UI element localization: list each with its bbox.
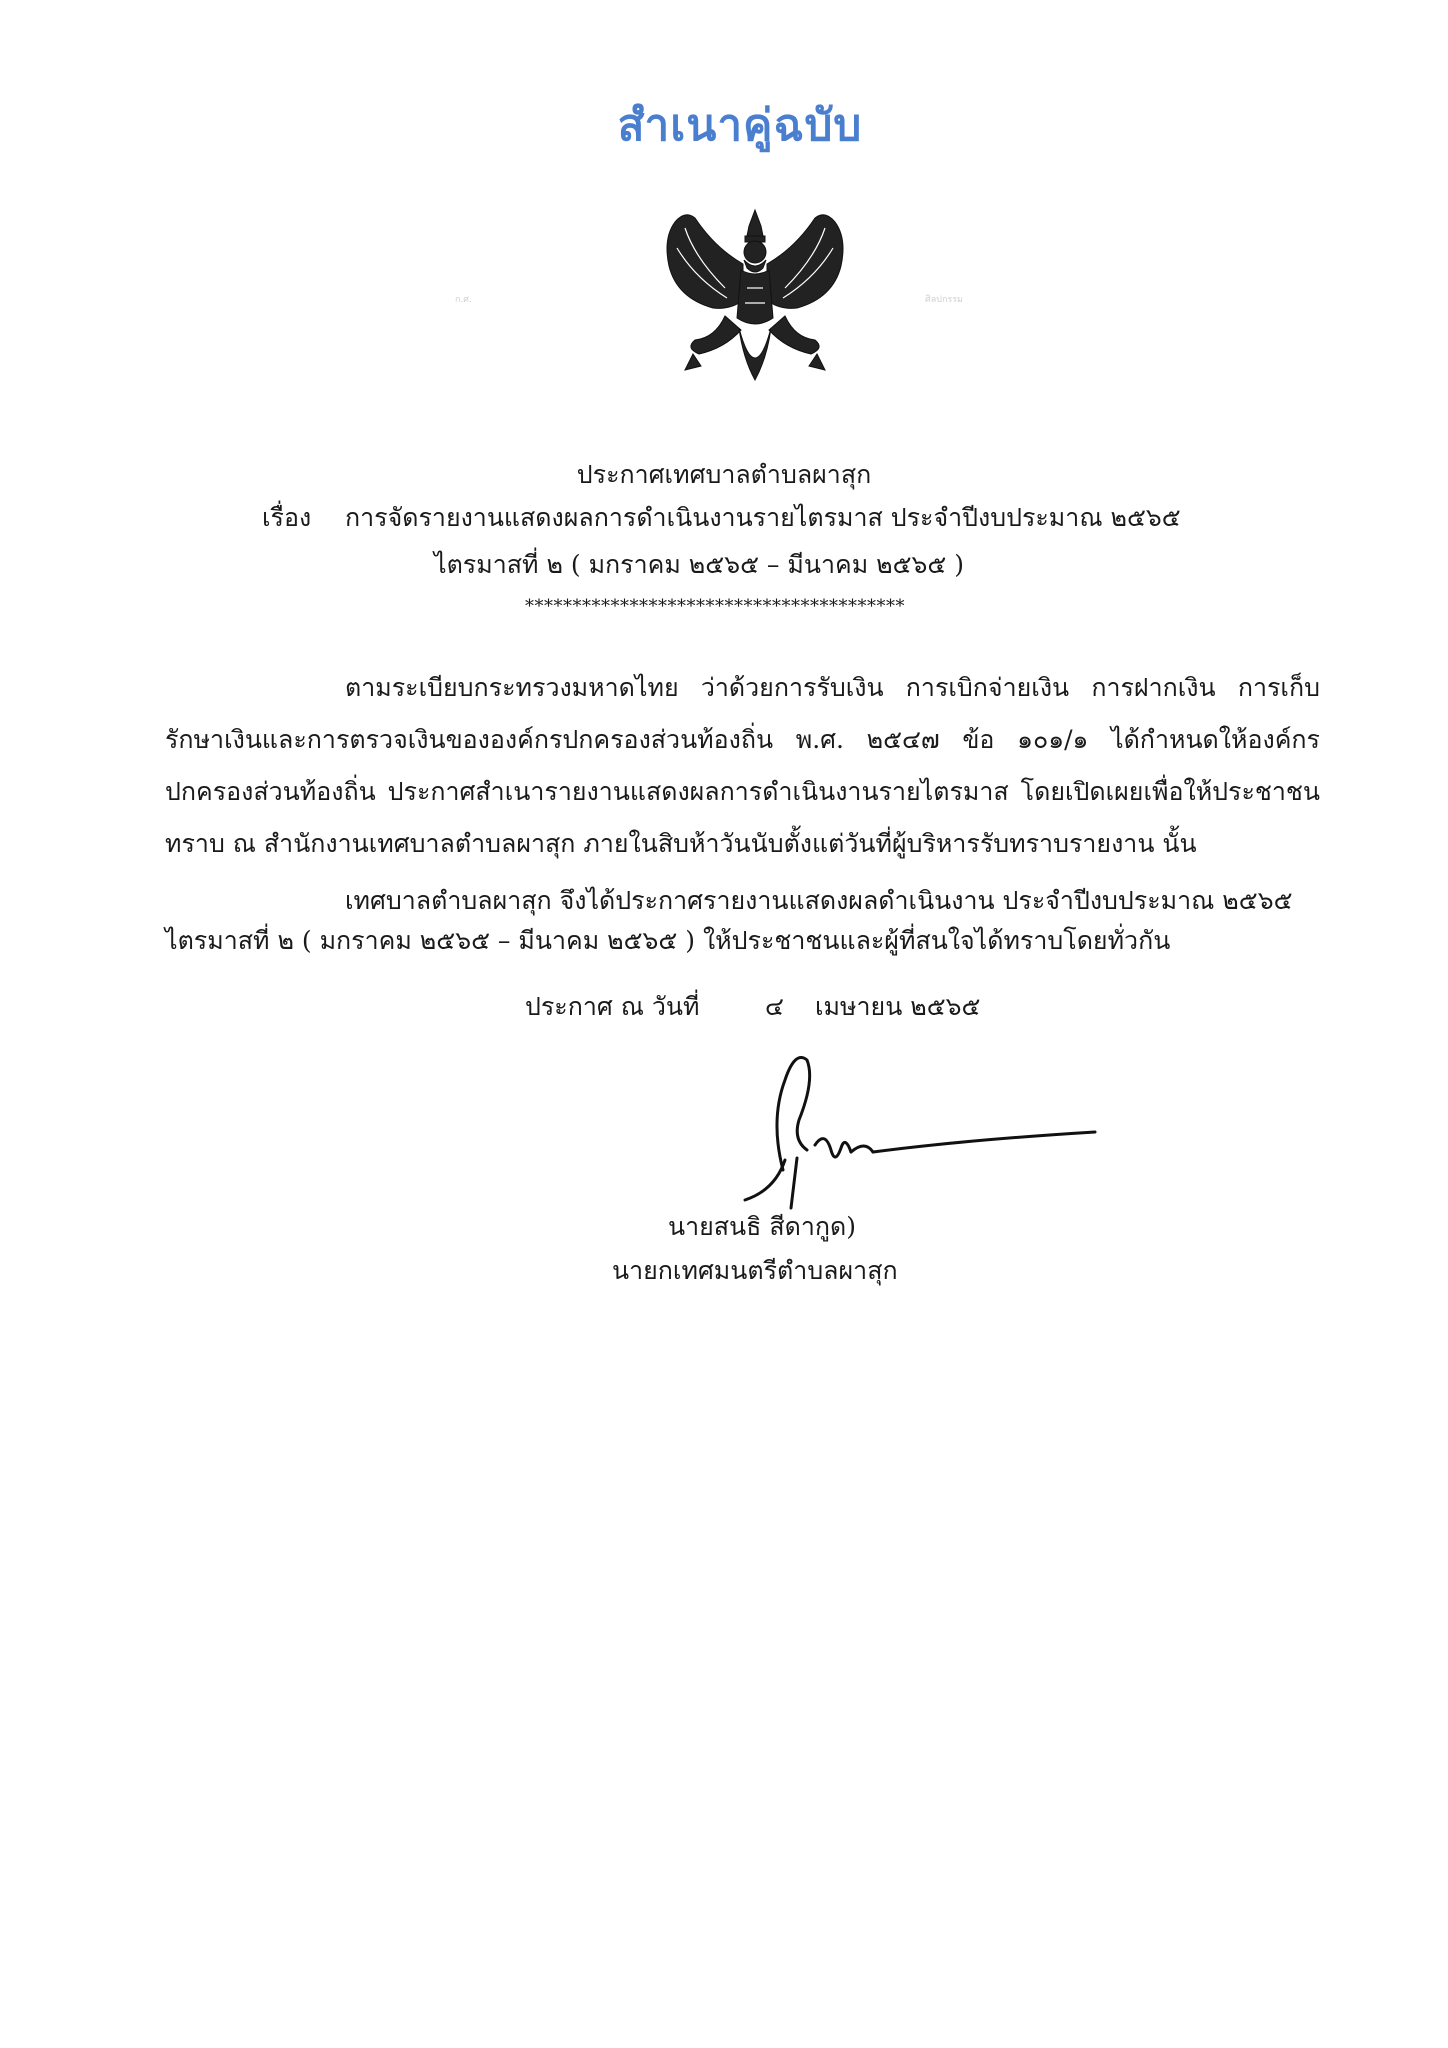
word: ประกาศสำเนารายงานแสดงผลการดำเนินงานรายไตรมาส <box>387 777 1009 806</box>
signatory-position: นายกเทศมนตรีตำบลผาสุก <box>612 1256 898 1285</box>
word: โดยเปิดเผยเพื่อให้ประชาชน <box>1020 777 1320 806</box>
para2-line-2: ไตรมาสที่ ๒ ( มกราคม ๒๕๖๕ – มีนาคม ๒๕๖๕ ) ให้ประชาชนและผู้ที่สนใจได้ทราบโดยทั่วกัน <box>165 926 1171 955</box>
handwritten-signature <box>715 1040 1105 1220</box>
para1-line-1 <box>345 673 1320 703</box>
garuda-emblem-icon <box>655 208 855 388</box>
announcement-title: ประกาศเทศบาลตำบลผาสุก <box>576 460 872 489</box>
subject-label: เรื่อง <box>262 503 312 532</box>
emblem-right-mark: ศิลปกรรม <box>925 295 963 305</box>
word: ๒๕๔๗ <box>866 725 940 754</box>
word: การเก็บ <box>1237 673 1320 702</box>
word: ได้กำหนดให้องค์กร <box>1111 725 1320 754</box>
word: รักษาเงินและการตรวจเงินขององค์กรปกครองส่วนท้องถิ่น <box>165 725 774 754</box>
signatory-name: นายสนธิ สีดากูด) <box>668 1212 856 1241</box>
word: ๑๐๑/๑ <box>1017 725 1089 754</box>
word: การเบิกจ่ายเงิน <box>905 673 1070 702</box>
copy-stamp: สำเนาคู่ฉบับ <box>617 100 863 151</box>
date-day: ๔ <box>765 992 784 1021</box>
subject-line-1: การจัดรายงานแสดงผลการดำเนินงานรายไตรมาส ประจำปีงบประมาณ ๒๕๖๕ <box>345 503 1181 532</box>
date-month-year: เมษายน ๒๕๖๕ <box>815 992 981 1021</box>
emblem-left-mark: ก.ศ. <box>455 295 472 305</box>
word: ข้อ <box>962 725 995 754</box>
para1-line-4: ทราบ ณ สำนักงานเทศบาลตำบลผาสุก ภายในสิบห้าวันนับตั้งแต่วันที่ผู้บริหารรับทราบรายงาน นั้น <box>165 829 1197 858</box>
word: การฝากเงิน <box>1091 673 1216 702</box>
word: ว่าด้วยการรับเงิน <box>700 673 884 702</box>
subject-line-2: ไตรมาสที่ ๒ ( มกราคม ๒๕๖๕ – มีนาคม ๒๕๖๕ ) <box>434 550 965 579</box>
para1-line-2 <box>165 725 1320 755</box>
para1-line-3 <box>165 777 1320 807</box>
para2-line-1: เทศบาลตำบลผาสุก จึงได้ประกาศรายงานแสดงผลดำเนินงาน ประจำปีงบประมาณ ๒๕๖๕ <box>345 886 1293 915</box>
date-prefix: ประกาศ ณ วันที่ <box>525 992 700 1021</box>
word: ตามระเบียบกระทรวงมหาดไทย <box>345 673 679 702</box>
word: ปกครองส่วนท้องถิ่น <box>165 777 376 806</box>
divider: **************************************** <box>525 596 905 617</box>
word: พ.ศ. <box>795 725 844 754</box>
